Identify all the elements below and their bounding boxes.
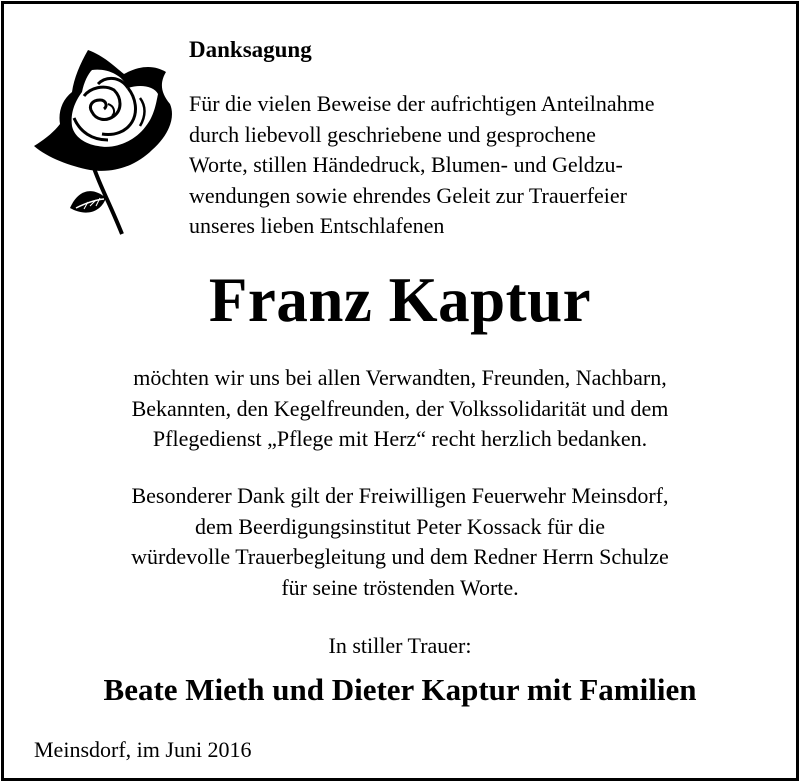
obituary-notice (1, 1, 799, 781)
special-thanks-line: würdevolle Trauerbegleitung und dem Redner Herrn Schulze (131, 544, 669, 569)
thanks-line: möchten wir uns bei allen Verwandten, Freunden, Nachbarn, (133, 365, 667, 390)
intro-line: unseres lieben Entschlafenen (189, 213, 445, 238)
intro-line: Für die vielen Beweise der aufrichtigen Anteilnahme (189, 91, 655, 116)
special-thanks-line: Besonderer Dank gilt der Freiwilligen Feuerwehr Meinsdorf, (131, 483, 669, 508)
thanks-line: Pflegedienst „Pflege mit Herz“ recht herzlich bedanken. (152, 426, 648, 451)
thanks-line: Bekannten, den Kegelfreunden, der Volkssolidarität und dem (131, 395, 669, 421)
deceased-name: Franz Kaptur (208, 265, 592, 335)
special-thanks-line: für seine tröstenden Worte. (281, 574, 519, 600)
thanks-paragraph (4, 363, 796, 455)
intro-paragraph (189, 89, 789, 242)
signers: Beate Mieth und Dieter Kaptur mit Familien (103, 672, 697, 707)
intro-line: durch liebevoll geschriebene und gesprochene (189, 121, 596, 147)
intro-line: Worte, stillen Händedruck, Blumen- und Geldzu- (189, 152, 623, 177)
place-date: Meinsdorf, im Juni 2016 (34, 737, 252, 762)
special-thanks-line: dem Beerdigungsinstitut Peter Kossack für die (195, 513, 605, 539)
intro-line: wendungen sowie ehrendes Geleit zur Trauerfeier (189, 182, 628, 208)
rose-icon (30, 46, 178, 238)
special-thanks-paragraph (4, 481, 796, 603)
notice-heading: Danksagung (189, 37, 312, 62)
mourning-label: In stiller Trauer: (328, 633, 472, 658)
